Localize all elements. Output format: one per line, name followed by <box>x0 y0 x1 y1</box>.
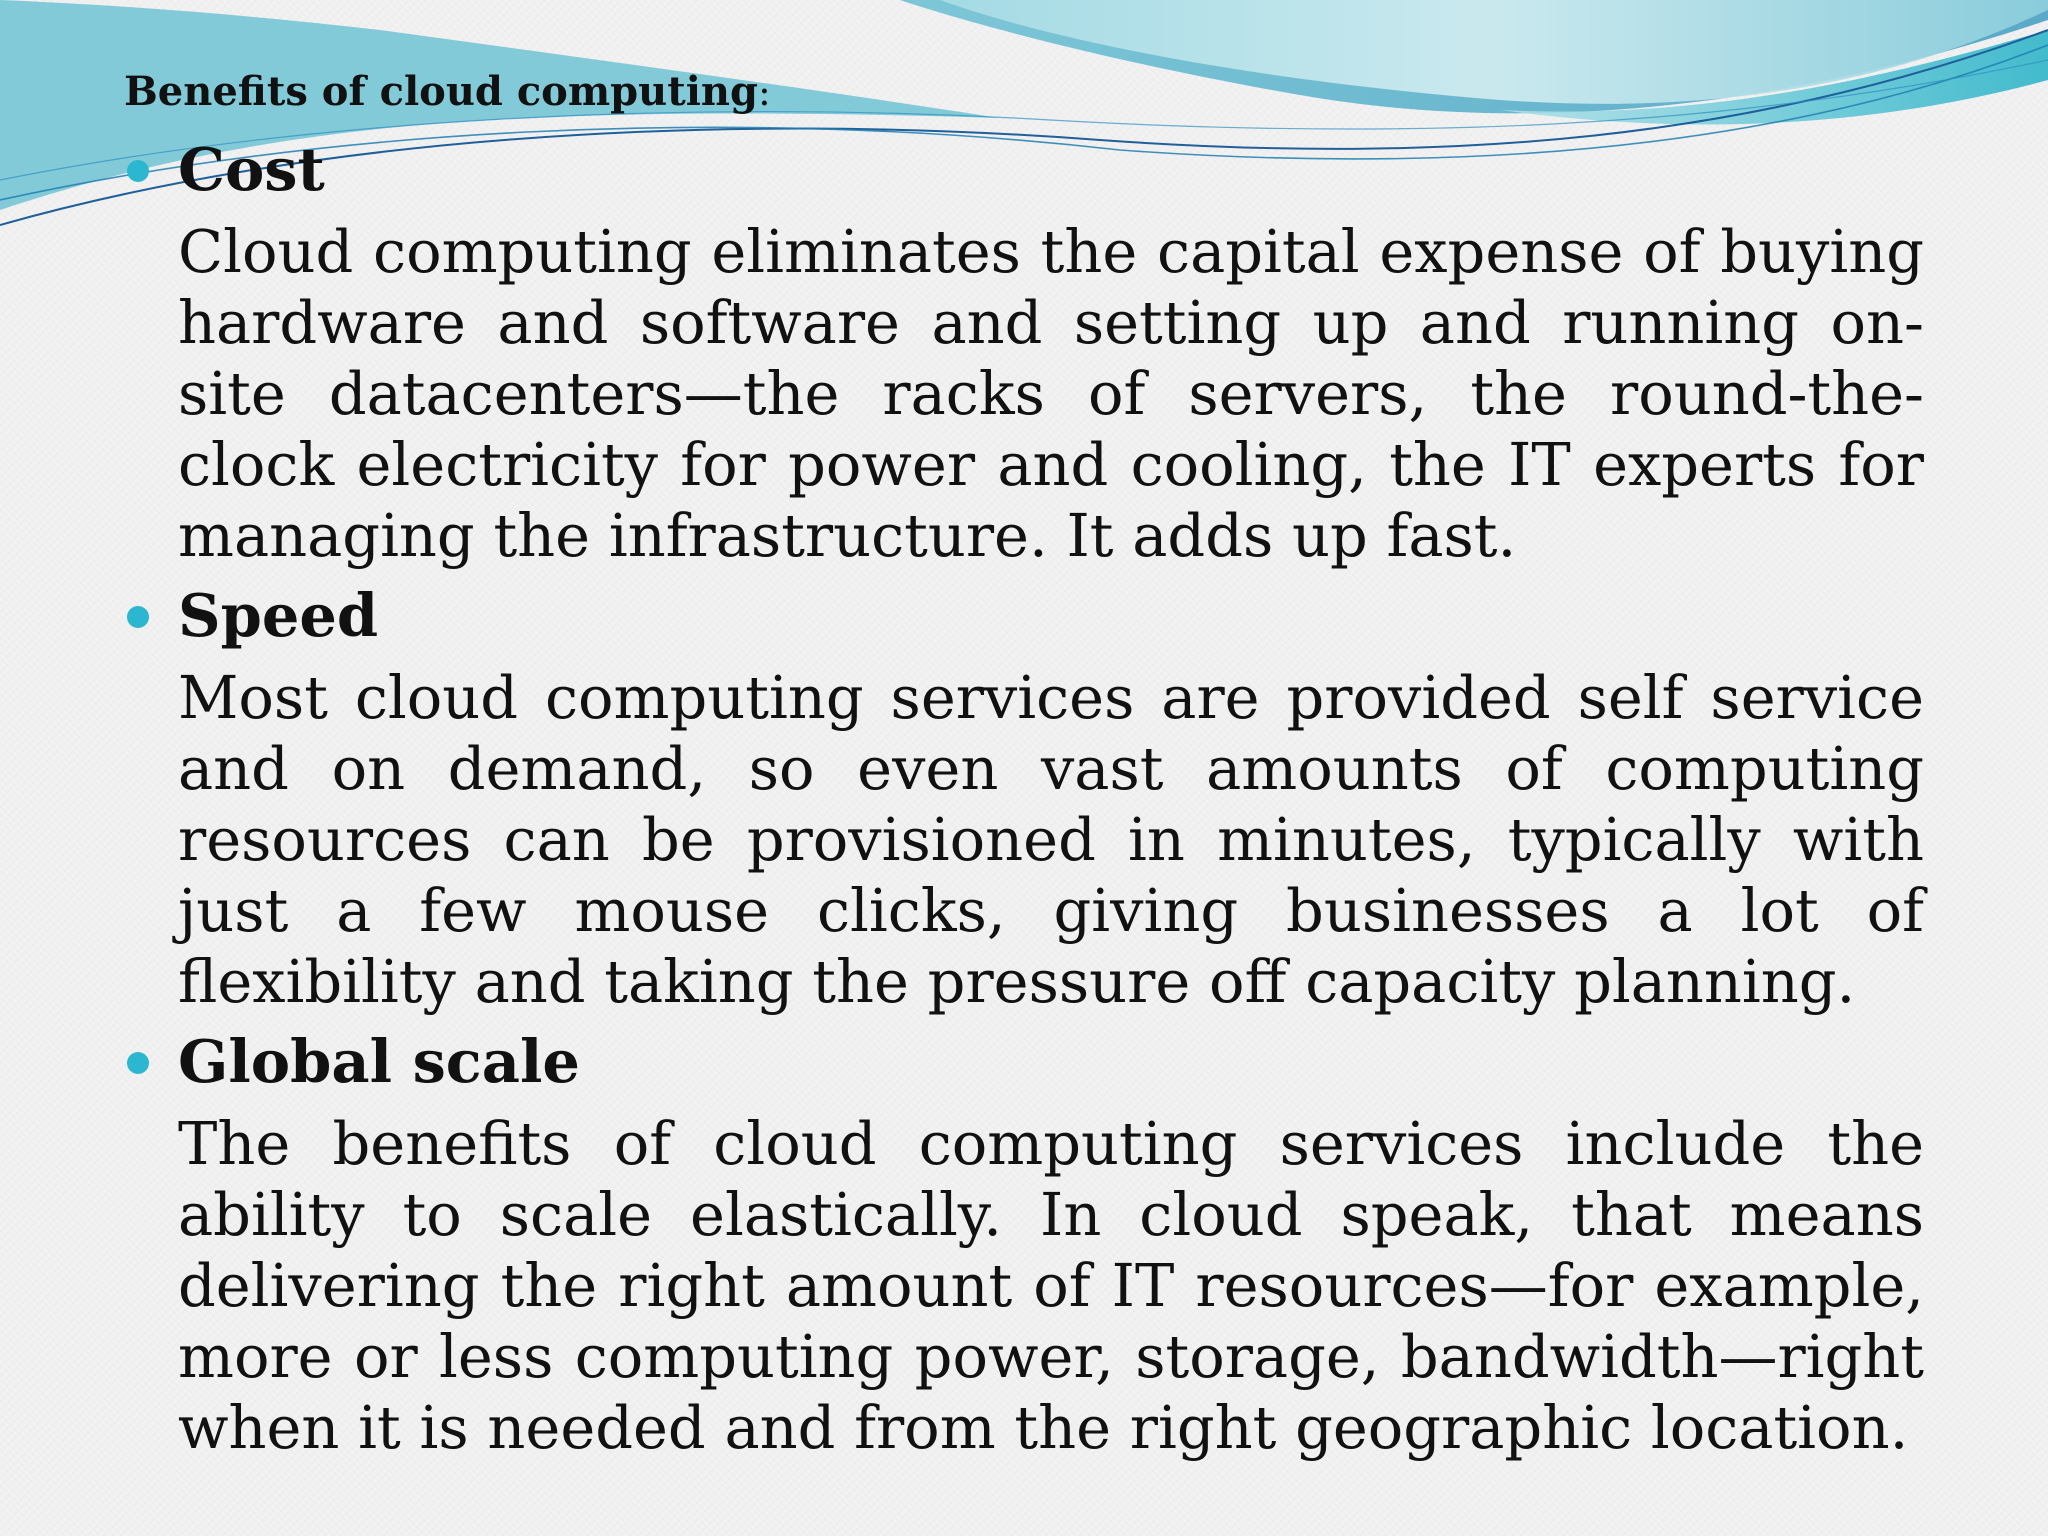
section-body: Cloud computing eliminates the capital expense of buying hardware and software and setting up and running on-site datacenters—the racks of servers, the round-the-clock electricity for power and cooling, the IT experts for managing the infrastructure. It adds up fast. <box>178 217 1924 570</box>
section-heading-text: Cost <box>178 135 325 204</box>
slide-content <box>178 134 1924 1472</box>
bullet-dot-icon <box>127 1052 149 1074</box>
section-speed <box>178 580 1924 1017</box>
section-body: The benefits of cloud computing services include the ability to scale elastically. In cloud speak, that means delivering the right amount of IT resources—for example, more or less computing power, storage, bandwidth—right when it is needed and from the right geographic location. <box>178 1109 1924 1462</box>
section-heading-text: Global scale <box>178 1027 580 1096</box>
section-heading-text: Speed <box>178 581 379 650</box>
section-cost <box>178 134 1924 571</box>
slide-title <box>124 66 771 118</box>
section-global-scale <box>178 1026 1924 1463</box>
slide-title-colon: : <box>757 70 771 114</box>
slide-title-text: Benefits of cloud computing <box>124 68 758 115</box>
section-heading <box>178 1026 1924 1097</box>
bullet-dot-icon <box>127 606 149 628</box>
section-heading <box>178 134 1924 205</box>
section-heading <box>178 580 1924 651</box>
section-body: Most cloud computing services are provided self service and on demand, so even vast amounts of computing resources can be provisioned in minutes, typically with just a few mouse clicks, giving businesses a lot of flexibility and taking the pressure off capacity planning. <box>178 663 1924 1016</box>
bullet-dot-icon <box>127 160 149 182</box>
